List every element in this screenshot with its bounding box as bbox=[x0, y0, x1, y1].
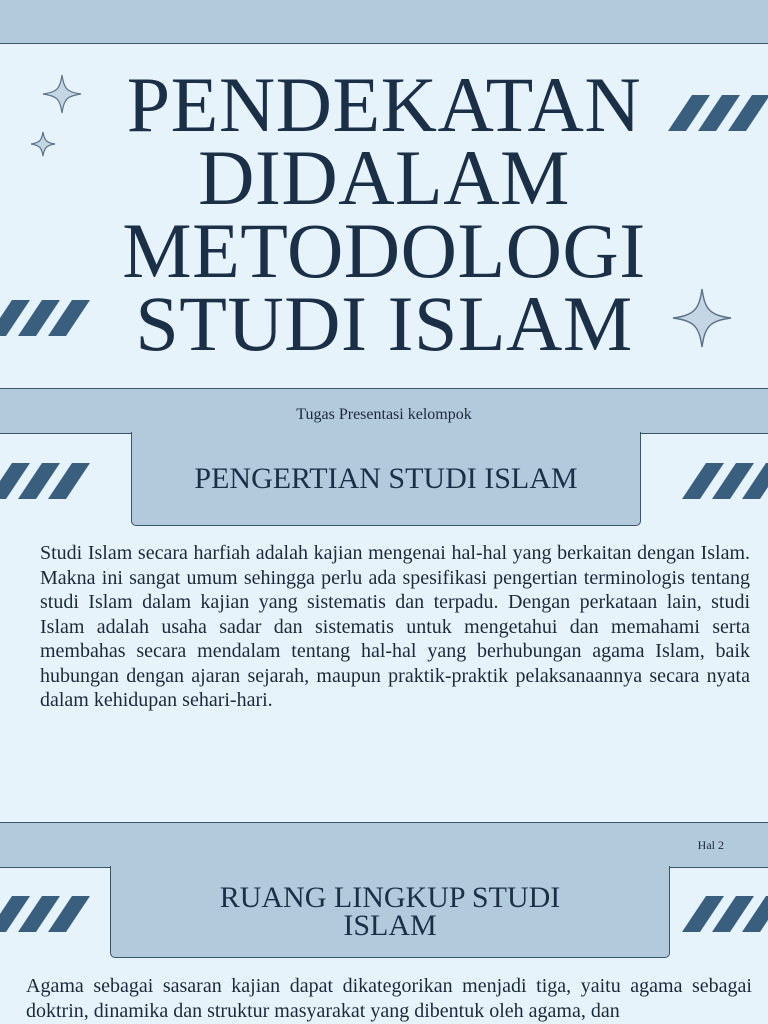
stripe-decoration bbox=[0, 463, 96, 499]
top-band bbox=[0, 0, 768, 44]
section-body: Agama sebagai sasaran kajian dapat dikategorikan menjadi tiga, yaitu agama sebagai doktrin, dinamika dan struktur masyarakat yang dibentuk oleh agama, dan bbox=[26, 975, 752, 1022]
stripe-decoration bbox=[682, 896, 768, 932]
section-heading: PENGERTIAN STUDI ISLAM bbox=[194, 461, 578, 495]
section-heading: RUANG LINGKUP STUDI ISLAM bbox=[219, 880, 561, 942]
section-body: Studi Islam secara harfiah adalah kajian mengenai hal-hal yang berkaitan dengan Islam. Makna ini sangat umum sehingga perlu ada spesifikasi pengertian terminologis tentang studi Islam dalam kajian yang sistematis dan terpadu. Dengan perkataan lain, studi Islam adalah usaha sadar dan sistematis untuk mengetahui dan memahami serta membahas secara mendalam tentang hal-hal yang berhubungan agama Islam, baik hubungan dengan ajaran sejarah, maupun praktik-praktik pelaksanaannya secara nyata dalam kehidupan sehari-hari. bbox=[40, 542, 750, 711]
subtitle: Tugas Presentasi kelompok bbox=[296, 406, 472, 423]
page-break-band bbox=[0, 822, 768, 868]
stripe-decoration bbox=[682, 463, 768, 499]
stripe-decoration bbox=[0, 896, 96, 932]
page-title: PENDEKATAN DIDALAM METODOLOGI STUDI ISLAM bbox=[122, 61, 646, 367]
section-heading-box bbox=[131, 432, 641, 526]
sparkle-icon bbox=[30, 131, 56, 157]
page-number: Hal 2 bbox=[697, 838, 724, 852]
section-heading-box bbox=[110, 866, 670, 958]
